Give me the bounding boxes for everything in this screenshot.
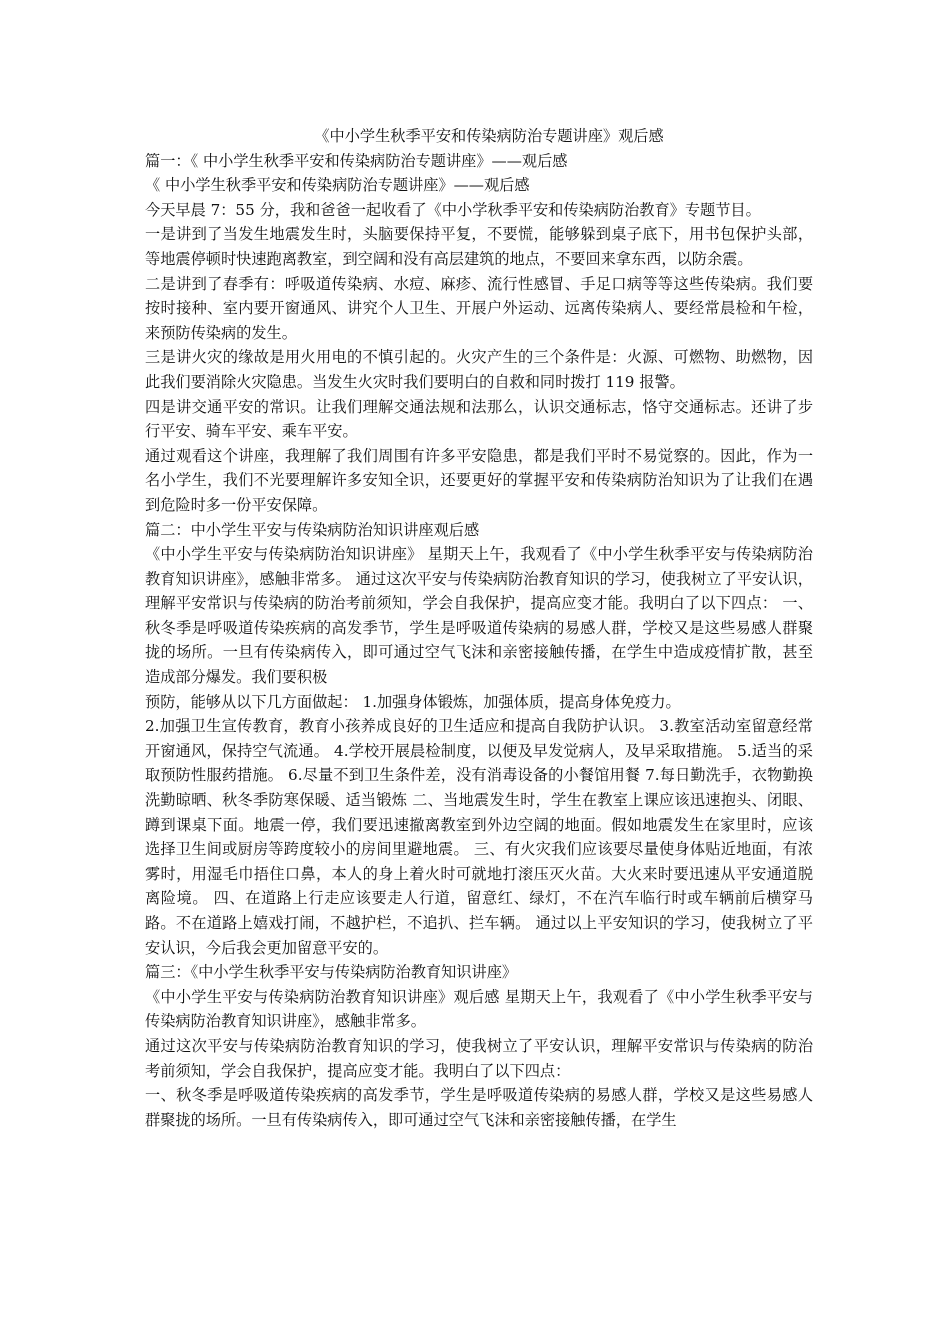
- paragraph: 通过这次平安与传染病防治教育知识的学习，使我树立了平安认识，理解平安常识与传染病的防治考前须知，学会自我保护，提高应变才能。我明白了以下四点：: [145, 1036, 813, 1080]
- document-body: [145, 124, 813, 1132]
- paragraph: 四是讲交通平安的常识。让我们理解交通法规和法那么，认识交通标志，恪守交通标志。还讲了步行平安、骑车平安、乘车平安。: [145, 397, 813, 441]
- paragraph: 今天早晨 7：55 分，我和爸爸一起收看了《中小学秋季平安和传染病防治教育》专题节目。: [145, 200, 761, 219]
- paragraph: 三是讲火灾的缘故是用火用电的不慎引起的。火灾产生的三个条件是：火源、可燃物、助燃物，因此我们要消除火灾隐患。当发生火灾时我们要明白的自救和同时拨打 119 报警。: [145, 348, 813, 391]
- paragraph: 《中小学生平安与传染病防治知识讲座》 星期天上午，我观看了《中小学生秋季平安与传染病防治教育知识讲座》，感触非常多。 通过这次平安与传染病防治教育知识的学习，使我树立了平安认识，理解平安常识与传染病的防治考前须知，学会自我保护，提高应变才能。我明白了以下四点： 一、秋冬季是呼吸道传染疾病的高发季节，学生是呼吸道传染病的易感人群，学校又是这些易感人群聚拢的场所。一旦有传染病传入，即可通过空气飞沫和亲密接触传播，在学生中造成疫情扩散，甚至造成部分爆发。我们要积极: [145, 545, 813, 687]
- paragraph: 一、秋冬季是呼吸道传染疾病的高发季节，学生是呼吸道传染病的易感人群，学校又是这些易感人群聚拢的场所。一旦有传染病传入，即可通过空气飞沫和亲密接触传播，在学生: [145, 1086, 813, 1129]
- document-title: 《中小学生秋季平安和传染病防治专题讲座》观后感: [314, 127, 664, 145]
- paragraph: 《中小学生平安与传染病防治教育知识讲座》观后感 星期天上午，我观看了《中小学生秋季平安与传染病防治教育知识讲座》，感触非常多。: [145, 987, 813, 1031]
- part-one-subtitle: 《 中小学生秋季平安和传染病防治专题讲座》——观后感: [145, 176, 530, 195]
- paragraph: 一是讲到了当发生地震发生时，头脑要保持平复，不要慌，能够躲到桌子底下，用书包保护头部，等地震停顿时快速跑离教室，到空阔和没有高层建筑的地点，不要回来拿东西，以防余震。: [145, 225, 813, 268]
- paragraph: 通过观看这个讲座，我理解了我们周围有许多平安隐患，都是我们平时不易觉察的。因此，作为一名小学生，我们不光要理解许多安知全识，还要更好的掌握平安和传染病防治知识为了让我们在遇到危险时多一份平安保障。: [145, 446, 813, 514]
- paragraph: 预防，能够从以下几方面做起： 1.加强身体锻炼，加强体质，提高身体免疫力。: [145, 692, 681, 711]
- part-one-heading: 篇一：《 中小学生秋季平安和传染病防治专题讲座》——观后感: [145, 151, 568, 170]
- part-three-heading: 篇三：《中小学生秋季平安与传染病防治教育知识讲座》: [145, 963, 518, 982]
- paragraph: 二是讲到了春季有：呼吸道传染病、水痘、麻疹、流行性感冒、手足口病等等这些传染病。我们要按时接种、室内要开窗通风、讲究个人卫生、开展户外运动、远离传染病人、要经常晨检和午检，来预防传染病的发生。: [145, 274, 813, 342]
- paragraph: 2.加强卫生宣传教育，教育小孩养成良好的卫生适应和提高自我防护认识。 3.教室活动室留意经常开窗通风，保持空气流通。 4.学校开展晨检制度，以便及早发觉病人，及早采取措施。 5.适当的采取预防性服药措施。 6.尽量不到卫生条件差，没有消毒设备的小餐馆用餐 7.每日勤洗手，衣物勤换洗勤晾晒、秋冬季防寒保暖、适当锻炼 二、当地震发生时，学生在教室上课应该迅速抱头、闭眼、蹲到课桌下面。地震一停，我们要迅速撤离教室到外边空阔的地面。假如地震发生在家里时，应该选择卫生间或厨房等跨度较小的房间里避地震。 三、有火灾我们应该要尽量使身体贴近地面，有浓雾时，用湿毛巾捂住口鼻，本人的身上着火时可就地打滚压灭火苗。大火来时要迅速从平安通道脱离险境。 四、在道路上行走应该要走人行道，留意红、绿灯，不在汽车临行时或车辆前后横穿马路。不在道路上嬉戏打闹，不越护栏，不追扒、拦车辆。 通过以上平安知识的学习，使我树立了平安认识，今后我会更加留意平安的。: [145, 717, 813, 957]
- part-two-heading: 篇二：中小学生平安与传染病防治知识讲座观后感: [145, 520, 480, 539]
